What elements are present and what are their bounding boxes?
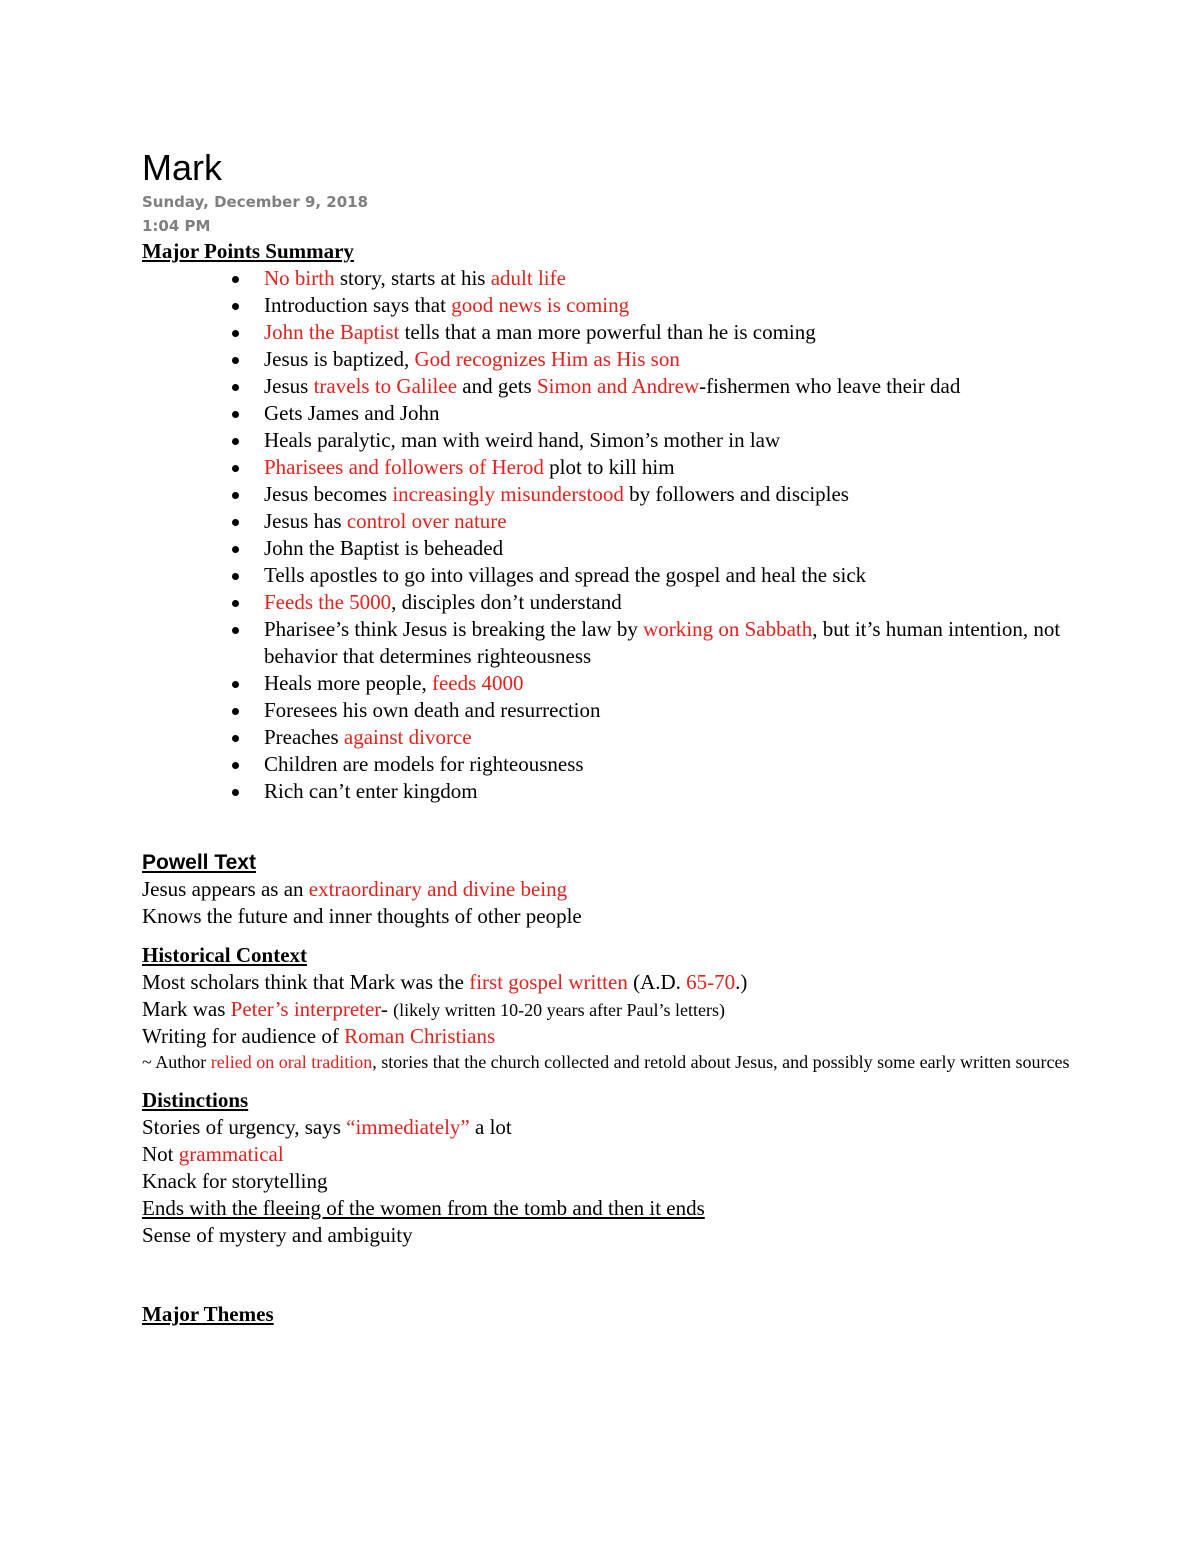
text-run: Knack for storytelling (142, 1169, 328, 1193)
highlighted-text: God recognizes Him as His son (414, 347, 680, 371)
list-item (264, 481, 1082, 508)
text-run: , stories that the church collected and retold about Jesus, and possibly some early written sources (372, 1052, 1070, 1072)
text-run: Writing for audience of (142, 1024, 345, 1048)
text-line (142, 1114, 1082, 1141)
text-run: Children are models for righteousness (264, 752, 584, 776)
text-run: ~ Author (142, 1052, 211, 1072)
text-run: (likely written 10-20 years after Paul’s letters) (393, 1000, 726, 1020)
bullet-icon (232, 762, 239, 769)
highlighted-text: Feeds the 5000 (264, 590, 392, 614)
bullet-icon (232, 492, 239, 499)
bullet-icon (232, 600, 239, 607)
text-line (142, 1195, 1082, 1222)
list-item (264, 778, 1082, 805)
bullet-icon (232, 627, 239, 634)
bullet-icon (232, 357, 239, 364)
bullet-icon (232, 573, 239, 580)
list-item (264, 562, 1082, 589)
bullet-icon (232, 681, 239, 688)
list-item (264, 670, 1082, 697)
text-line (142, 996, 1082, 1023)
highlighted-text: No birth (264, 266, 335, 290)
text-run: Tells apostles to go into villages and spread the gospel and heal the sick (264, 563, 867, 587)
text-run: Stories of urgency, says (142, 1115, 347, 1139)
highlighted-text: working on Sabbath (643, 617, 813, 641)
page-title: Mark (142, 147, 222, 188)
list-item (264, 319, 1082, 346)
list-item (264, 265, 1082, 292)
text-run: - (380, 997, 394, 1021)
distinctions-body (142, 1114, 1082, 1249)
highlighted-text: first gospel written (469, 970, 628, 994)
note-page (142, 140, 1082, 1328)
text-run: , but it’s human intention, not behavior that determines righteousness (264, 617, 1061, 668)
text-line (142, 1023, 1082, 1050)
text-run: Knows the future and inner thoughts of other people (142, 904, 582, 928)
highlighted-text: Pharisees and followers of Herod (264, 455, 544, 479)
text-run: John the Baptist is beheaded (264, 536, 504, 560)
list-item (264, 454, 1082, 481)
text-run: Rich can’t enter kingdom (264, 779, 478, 803)
text-line (142, 1168, 1082, 1195)
heading-historical-context: Historical Context (142, 943, 308, 967)
text-line (142, 903, 1082, 930)
text-run: a lot (469, 1115, 512, 1139)
heading-major-themes: Major Themes (142, 1302, 274, 1326)
heading-major-points: Major Points Summary (142, 239, 354, 263)
highlighted-text: “immediately” (346, 1115, 470, 1139)
text-line (142, 1222, 1082, 1249)
text-run: by followers and disciples (623, 482, 849, 506)
highlighted-text: grammatical (178, 1142, 284, 1166)
text-run: , disciples don’t understand (391, 590, 622, 614)
bullet-icon (232, 546, 239, 553)
bullet-icon (232, 438, 239, 445)
text-line (142, 969, 1082, 996)
text-run: Introduction says that (264, 293, 452, 317)
text-run: Preaches (264, 725, 344, 749)
text-run: Mark was (142, 997, 231, 1021)
list-item (264, 427, 1082, 454)
note-date: Sunday, December 9, 2018 (142, 193, 369, 211)
text-run: tells that a man more powerful than he is coming (399, 320, 816, 344)
text-run: Jesus becomes (264, 482, 393, 506)
highlighted-text: Roman Christians (344, 1024, 496, 1048)
highlighted-text: control over nature (346, 509, 507, 533)
highlighted-text: Simon and Andrew (536, 374, 700, 398)
text-run: Not (142, 1142, 179, 1166)
text-run: Jesus is baptized, (264, 347, 415, 371)
text-run: Most scholars think that Mark was the (142, 970, 470, 994)
powell-text-body (142, 876, 1082, 930)
highlighted-text: good news is coming (451, 293, 630, 317)
list-item (264, 400, 1082, 427)
bullet-icon (232, 411, 239, 418)
bullet-icon (232, 303, 239, 310)
list-item (264, 697, 1082, 724)
text-run: Heals more people, (264, 671, 432, 695)
text-run: story, starts at his (334, 266, 491, 290)
bullet-icon (232, 465, 239, 472)
highlighted-text: 65-70 (686, 970, 736, 994)
heading-powell-text: Powell Text (142, 851, 256, 874)
bullet-icon (232, 519, 239, 526)
text-run: Jesus has (264, 509, 347, 533)
text-run: Jesus (264, 374, 314, 398)
text-line (142, 1141, 1082, 1168)
list-item (264, 508, 1082, 535)
bullet-icon (232, 735, 239, 742)
list-item (264, 292, 1082, 319)
highlighted-text: extraordinary and divine being (308, 877, 568, 901)
text-run: (A.D. (627, 970, 687, 994)
text-run: Pharisee’s think Jesus is breaking the law by (264, 617, 644, 641)
highlighted-text: increasingly misunderstood (392, 482, 624, 506)
highlighted-text: John the Baptist (264, 320, 400, 344)
highlighted-text: travels to Galilee (313, 374, 458, 398)
list-item (264, 589, 1082, 616)
text-run: .) (735, 970, 748, 994)
list-item (264, 535, 1082, 562)
text-run: -fishermen who leave their dad (699, 374, 961, 398)
note-time: 1:04 PM (142, 217, 211, 235)
text-run: Foresees his own death and resurrection (264, 698, 601, 722)
text-run: Gets James and John (264, 401, 440, 425)
highlighted-text: relied on oral tradition (210, 1052, 373, 1072)
list-item (264, 724, 1082, 751)
list-item (264, 373, 1082, 400)
highlighted-text: adult life (490, 266, 566, 290)
bullet-icon (232, 330, 239, 337)
major-points-list (142, 265, 1082, 805)
highlighted-text: Peter’s interpreter (230, 997, 381, 1021)
historical-context-body (142, 969, 1082, 1050)
text-run: Jesus appears as an (142, 877, 309, 901)
highlighted-text: feeds 4000 (431, 671, 524, 695)
text-line (142, 876, 1082, 903)
bullet-icon (232, 276, 239, 283)
list-item (264, 616, 1082, 670)
list-item (264, 751, 1082, 778)
historical-note (142, 1050, 1082, 1075)
text-run: Sense of mystery and ambiguity (142, 1223, 413, 1247)
text-run: and gets (457, 374, 537, 398)
text-run: plot to kill him (543, 455, 675, 479)
bullet-icon (232, 384, 239, 391)
text-run: Ends with the fleeing of the women from the tomb and then it ends (142, 1196, 705, 1220)
list-item (264, 346, 1082, 373)
text-run: Heals paralytic, man with weird hand, Simon’s mother in law (264, 428, 781, 452)
bullet-icon (232, 789, 239, 796)
heading-distinctions: Distinctions (142, 1088, 249, 1112)
highlighted-text: against divorce (343, 725, 472, 749)
bullet-icon (232, 708, 239, 715)
